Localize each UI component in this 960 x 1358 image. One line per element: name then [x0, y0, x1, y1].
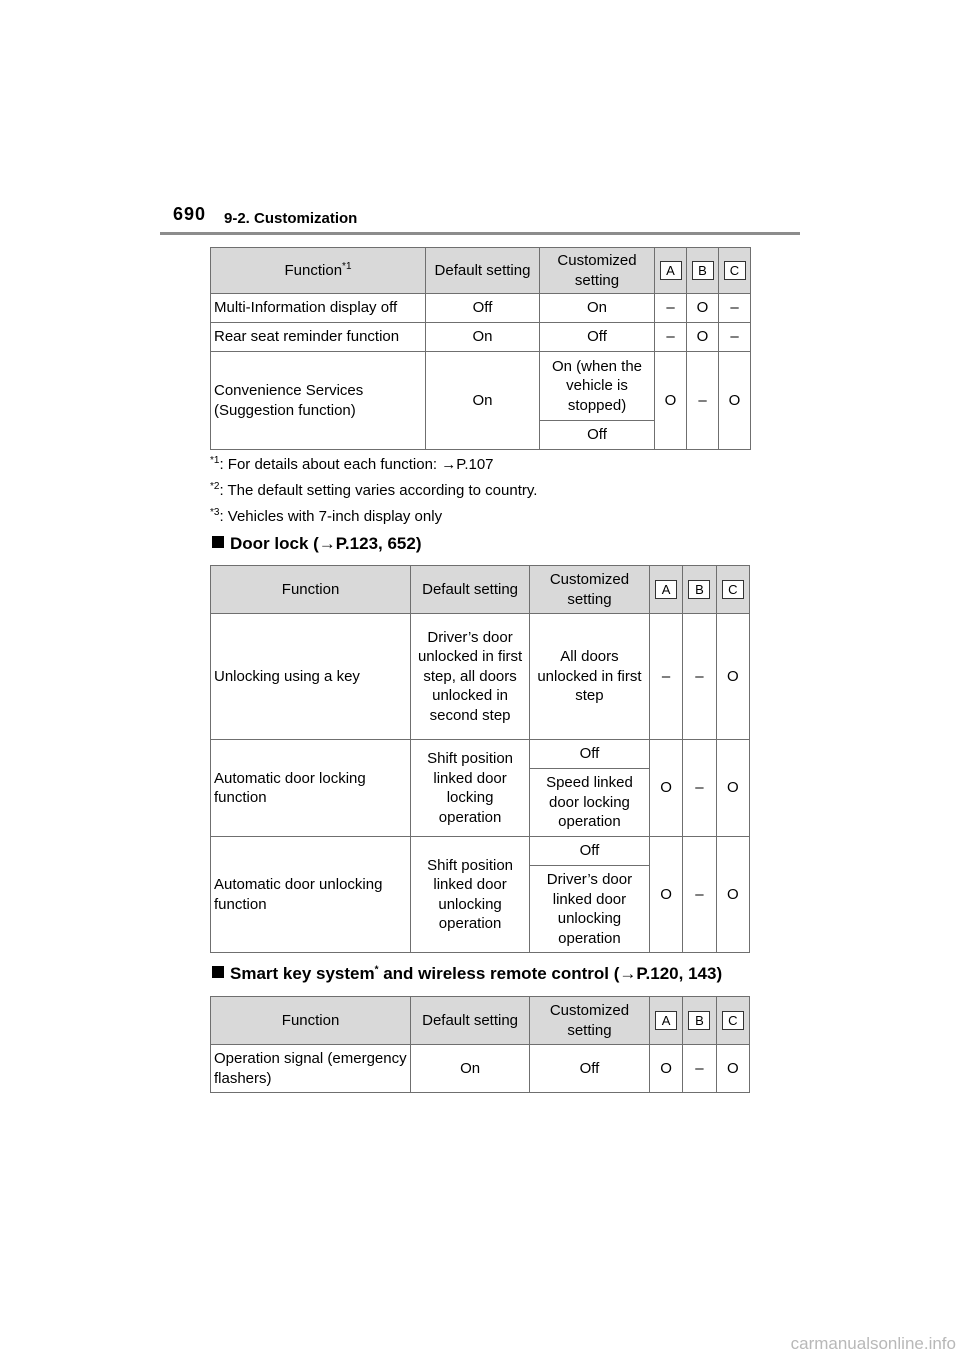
col-c: C [716, 997, 749, 1045]
col-c: C [719, 248, 751, 294]
custom-cell: Driver’s door linked door unlocking operation [530, 866, 650, 953]
default-cell: On [411, 1045, 530, 1093]
table-header-row [211, 566, 750, 614]
custom-cell: All doors unlocked in first step [530, 614, 650, 740]
table-row [211, 352, 751, 421]
c-cell: O [716, 837, 749, 953]
a-cell: O [649, 837, 682, 953]
c-cell: O [716, 740, 749, 837]
custom-cell: Speed linked door locking operation [530, 769, 650, 837]
square-bullet-icon [212, 966, 224, 978]
table-row [211, 837, 750, 866]
default-cell: Shift position linked door unlocking operation [411, 837, 530, 953]
door-lock-table [210, 565, 750, 953]
c-cell: O [716, 614, 749, 740]
custom-cell: Off [540, 421, 655, 450]
col-customized: Customized setting [530, 566, 650, 614]
table-row [211, 323, 751, 352]
footnote-1: $^{*1}$: For details about each function: →P.107 [210, 455, 494, 473]
b-cell: – [683, 1045, 716, 1093]
section-title: 9-2. Customization [224, 210, 358, 227]
a-cell: – [655, 294, 687, 323]
custom-cell: On [540, 294, 655, 323]
function-cell: Automatic door unlocking function [211, 837, 411, 953]
a-cell: – [655, 323, 687, 352]
col-customized: Customized setting [530, 997, 650, 1045]
function-cell: Convenience Services (Suggestion function) [211, 352, 426, 450]
a-cell: O [655, 352, 687, 450]
smart-key-heading: Smart key system* and wireless remote control (→P.120, 143) [212, 964, 722, 984]
function-cell: Unlocking using a key [211, 614, 411, 740]
default-cell: On [426, 352, 540, 450]
footnote-3: $^{*3}$: Vehicles with 7-inch display only [210, 507, 443, 525]
col-default: Default setting [411, 566, 530, 614]
col-b: B [687, 248, 719, 294]
table-header-row [211, 997, 750, 1045]
default-cell: On [426, 323, 540, 352]
col-c: C [716, 566, 749, 614]
b-cell: – [683, 614, 716, 740]
b-cell: – [687, 352, 719, 450]
custom-cell: Off [530, 1045, 650, 1093]
table-row [211, 294, 751, 323]
function-cell: Operation signal (emergency flashers) [211, 1045, 411, 1093]
table-row [211, 614, 750, 740]
customization-table-1 [210, 247, 751, 450]
a-cell: O [649, 740, 682, 837]
b-cell: – [683, 740, 716, 837]
col-default: Default setting [426, 248, 540, 294]
door-lock-heading: Door lock (→P.123, 652) [212, 534, 422, 554]
c-cell: – [719, 294, 751, 323]
custom-cell: Off [530, 740, 650, 769]
function-cell: Automatic door locking function [211, 740, 411, 837]
b-cell: – [683, 837, 716, 953]
default-cell: Shift position linked door locking operation [411, 740, 530, 837]
c-cell: O [716, 1045, 749, 1093]
c-cell: O [719, 352, 751, 450]
custom-cell: Off [530, 837, 650, 866]
col-b: B [683, 997, 716, 1045]
custom-cell: On (when the vehicle is stopped) [540, 352, 655, 421]
footnote-2: $^{*2}$: The default setting varies according to country. [210, 481, 538, 499]
smart-key-table [210, 996, 750, 1093]
b-cell: O [687, 294, 719, 323]
col-default: Default setting [411, 997, 530, 1045]
table-row [211, 740, 750, 769]
col-function: Function [211, 566, 411, 614]
page-header [160, 204, 800, 234]
col-function: Function$^{*1}$ [211, 248, 426, 294]
col-a: A [649, 997, 682, 1045]
col-function: Function [211, 997, 411, 1045]
default-cell: Off [426, 294, 540, 323]
col-a: A [649, 566, 682, 614]
function-cell: Rear seat reminder function [211, 323, 426, 352]
table-header-row [211, 248, 751, 294]
col-customized: Customized setting [540, 248, 655, 294]
header-rule [160, 232, 800, 235]
default-cell: Driver’s door unlocked in first step, all doors unlocked in second step [411, 614, 530, 740]
col-a: A [655, 248, 687, 294]
a-cell: O [649, 1045, 682, 1093]
col-b: B [683, 566, 716, 614]
function-cell: Multi-Information display off [211, 294, 426, 323]
custom-cell: Off [540, 323, 655, 352]
table-row [211, 1045, 750, 1093]
square-bullet-icon [212, 536, 224, 548]
b-cell: O [687, 323, 719, 352]
a-cell: – [649, 614, 682, 740]
page-number: 690 [173, 204, 207, 224]
c-cell: – [719, 323, 751, 352]
watermark: carmanualsonline.info [790, 1334, 956, 1353]
